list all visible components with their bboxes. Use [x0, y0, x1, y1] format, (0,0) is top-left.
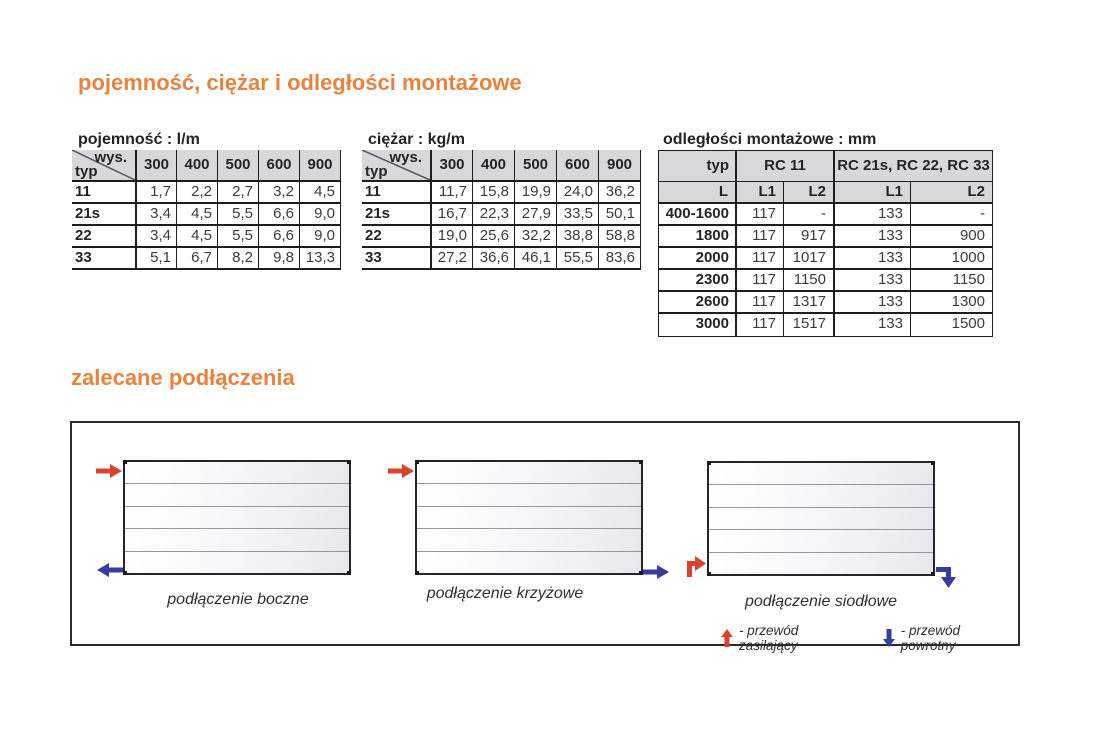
radiator-panel — [417, 506, 641, 528]
value-cell: 36,6 — [472, 248, 514, 268]
value-cell: 6,6 — [258, 226, 299, 246]
value-cell: 11,7 — [430, 182, 472, 202]
legend-supply-label: - przewód zasilający — [738, 623, 799, 653]
value-cell: 1017 — [783, 248, 833, 268]
row-label-cell: 1800 — [695, 227, 729, 244]
radiator-panel — [125, 483, 349, 505]
row-label-cell: 11 — [365, 183, 381, 200]
value-cell: 13,3 — [299, 248, 340, 268]
legend-supply-up-arrow-icon — [720, 629, 734, 647]
table-row — [362, 226, 641, 248]
value-cell: 117 — [735, 248, 783, 268]
corner-marks — [415, 460, 419, 464]
value-cell: 117 — [735, 204, 783, 224]
section-title-connections: zalecane podłączenia — [71, 365, 295, 390]
group-header-rc-other: RC 21s, RC 22, RC 33 — [833, 151, 992, 181]
value-cell: 38,8 — [556, 226, 598, 246]
value-cell: 9,0 — [299, 204, 340, 224]
column-header: 600 — [556, 150, 598, 180]
value-cell: 46,1 — [514, 248, 556, 268]
value-cell: 27,2 — [430, 248, 472, 268]
group-header-rc11: RC 11 — [735, 151, 833, 181]
group-header-typ: typ — [706, 157, 729, 174]
value-cell: 19,0 — [430, 226, 472, 246]
radiator-panel — [125, 462, 349, 483]
value-cell: 4,5 — [176, 226, 217, 246]
column-header: 400 — [176, 150, 217, 180]
row-label-cell: 22 — [365, 227, 382, 244]
radiator-panel — [125, 551, 349, 573]
column-header: 600 — [258, 150, 299, 180]
value-cell: 917 — [783, 226, 833, 246]
radiator-panel — [709, 529, 933, 551]
value-cell: 5,5 — [217, 226, 258, 246]
row-label-cell: 22 — [75, 227, 92, 244]
table-row — [362, 182, 641, 204]
value-cell: 9,0 — [299, 226, 340, 246]
table-header-row — [72, 150, 341, 182]
section-title-specs: pojemność, ciężar i odległości montażowe — [78, 70, 522, 95]
weight-table — [362, 150, 641, 270]
value-cell: 9,8 — [258, 248, 299, 268]
value-cell: 5,5 — [217, 204, 258, 224]
weight-table-body — [362, 182, 641, 270]
table-row — [659, 292, 992, 314]
value-cell: - — [783, 204, 833, 224]
value-cell: 25,6 — [472, 226, 514, 246]
supply-arrow-right-icon — [388, 463, 415, 479]
return-arrow-left-icon — [96, 562, 123, 578]
table-row — [659, 226, 992, 248]
value-cell: 1000 — [910, 248, 992, 268]
radiator-panel — [417, 483, 641, 505]
table-row — [659, 248, 992, 270]
value-cell: 36,2 — [598, 182, 640, 202]
supply-arrow-right-icon — [96, 463, 123, 479]
value-cell: 22,3 — [472, 204, 514, 224]
radiator-panel — [709, 463, 933, 484]
value-cell: 133 — [833, 314, 910, 336]
subheader: L2 — [910, 182, 992, 202]
table-row — [72, 182, 341, 204]
supply-elbow-arrow-icon — [685, 553, 707, 577]
value-cell: 3,2 — [258, 182, 299, 202]
capacity-table-body — [72, 182, 341, 270]
value-cell: 1517 — [783, 314, 833, 336]
radiator-diagram-boczne — [123, 460, 351, 575]
distances-table-body — [659, 204, 992, 336]
radiator-panel — [709, 507, 933, 529]
corner-header-cell — [72, 150, 135, 180]
value-cell: 32,2 — [514, 226, 556, 246]
value-cell: 117 — [735, 292, 783, 312]
radiator-panel — [417, 462, 641, 483]
row-label-cell: 3000 — [695, 315, 729, 332]
radiator-diagram-krzyzowe — [415, 460, 643, 575]
row-label-cell: 400-1600 — [665, 205, 729, 222]
column-header: 900 — [299, 150, 340, 180]
radiator-diagram-siodlowe — [707, 461, 935, 576]
value-cell: 133 — [833, 204, 910, 224]
table-row — [659, 314, 992, 336]
distances-table — [658, 150, 993, 337]
diagram-label-boczne: podłączenie boczne — [167, 591, 309, 608]
table-row — [659, 204, 992, 226]
row-label-cell: 2000 — [695, 249, 729, 266]
value-cell: 16,7 — [430, 204, 472, 224]
column-header: 900 — [598, 150, 640, 180]
value-cell: 117 — [735, 270, 783, 290]
value-cell: 4,5 — [176, 204, 217, 224]
value-cell: 50,1 — [598, 204, 640, 224]
row-label-cell: 2600 — [695, 293, 729, 310]
corner-marks — [123, 460, 127, 464]
value-cell: 117 — [735, 314, 783, 336]
value-cell: 6,7 — [176, 248, 217, 268]
diagram-label-krzyzowe: podłączenie krzyżowe — [426, 585, 584, 602]
table-row — [362, 204, 641, 226]
table-subheader-row — [659, 182, 992, 204]
table-row — [72, 248, 341, 270]
table-group-header-row — [659, 151, 992, 182]
legend — [720, 623, 1018, 653]
row-label-cell: 21s — [75, 205, 101, 222]
value-cell: 55,5 — [556, 248, 598, 268]
column-header: 300 — [430, 150, 472, 180]
row-label-cell: 2300 — [695, 271, 729, 288]
value-cell: 83,6 — [598, 248, 640, 268]
value-cell: 58,8 — [598, 226, 640, 246]
value-cell: - — [910, 204, 992, 224]
value-cell: 27,9 — [514, 204, 556, 224]
capacity-table-title: pojemność : l/m — [78, 131, 200, 148]
corner-label-typ: typ — [75, 163, 98, 180]
table-row — [362, 248, 641, 270]
subheader: L — [718, 183, 728, 200]
corner-label-wys: wys. — [389, 150, 422, 166]
value-cell: 2,7 — [217, 182, 258, 202]
subheader: L1 — [833, 182, 910, 202]
radiator-panel — [125, 528, 349, 550]
value-cell: 900 — [910, 226, 992, 246]
radiator-panel — [417, 551, 641, 573]
subheader: L1 — [735, 182, 783, 202]
connection-diagrams-box — [70, 421, 1020, 653]
radiator-panel — [417, 528, 641, 550]
value-cell: 133 — [833, 292, 910, 312]
row-label-cell: 33 — [365, 249, 382, 266]
value-cell: 8,2 — [217, 248, 258, 268]
value-cell: 1150 — [783, 270, 833, 290]
corner-label-typ: typ — [365, 163, 388, 180]
table-row — [72, 204, 341, 226]
corner-marks — [707, 461, 711, 465]
table-row — [72, 226, 341, 248]
row-label-cell: 11 — [75, 183, 91, 200]
value-cell: 3,4 — [135, 204, 176, 224]
table-header-row — [362, 150, 641, 182]
capacity-table — [72, 150, 341, 270]
value-cell: 1317 — [783, 292, 833, 312]
value-cell: 3,4 — [135, 226, 176, 246]
value-cell: 6,6 — [258, 204, 299, 224]
radiator-panel — [709, 484, 933, 506]
row-label-cell: 33 — [75, 249, 92, 266]
column-header: 500 — [514, 150, 556, 180]
value-cell: 33,5 — [556, 204, 598, 224]
value-cell: 133 — [833, 270, 910, 290]
corner-label-wys: wys. — [94, 150, 127, 166]
radiator-panel — [709, 552, 933, 574]
value-cell: 24,0 — [556, 182, 598, 202]
row-label-cell: 21s — [365, 205, 391, 222]
return-arrow-right-icon — [643, 564, 670, 580]
value-cell: 15,8 — [472, 182, 514, 202]
legend-return-down-arrow-icon — [882, 629, 896, 647]
subheader: L2 — [783, 182, 833, 202]
value-cell: 1300 — [910, 292, 992, 312]
column-header: 500 — [217, 150, 258, 180]
value-cell: 4,5 — [299, 182, 340, 202]
value-cell: 1,7 — [135, 182, 176, 202]
corner-header-cell — [362, 150, 430, 180]
value-cell: 5,1 — [135, 248, 176, 268]
value-cell: 117 — [735, 226, 783, 246]
value-cell: 1500 — [910, 314, 992, 336]
value-cell: 133 — [833, 226, 910, 246]
radiator-panel — [125, 506, 349, 528]
column-header: 400 — [472, 150, 514, 180]
legend-return-label: - przewód powrotny — [900, 623, 961, 653]
value-cell: 2,2 — [176, 182, 217, 202]
return-elbow-arrow-icon — [936, 565, 960, 589]
value-cell: 19,9 — [514, 182, 556, 202]
weight-table-title: ciężar : kg/m — [368, 131, 465, 148]
diagram-label-siodlowe: podłączenie siodłowe — [744, 593, 898, 610]
table-row — [659, 270, 992, 292]
value-cell: 1150 — [910, 270, 992, 290]
value-cell: 133 — [833, 248, 910, 268]
distances-table-title: odległości montażowe : mm — [663, 131, 877, 148]
column-header: 300 — [135, 150, 176, 180]
